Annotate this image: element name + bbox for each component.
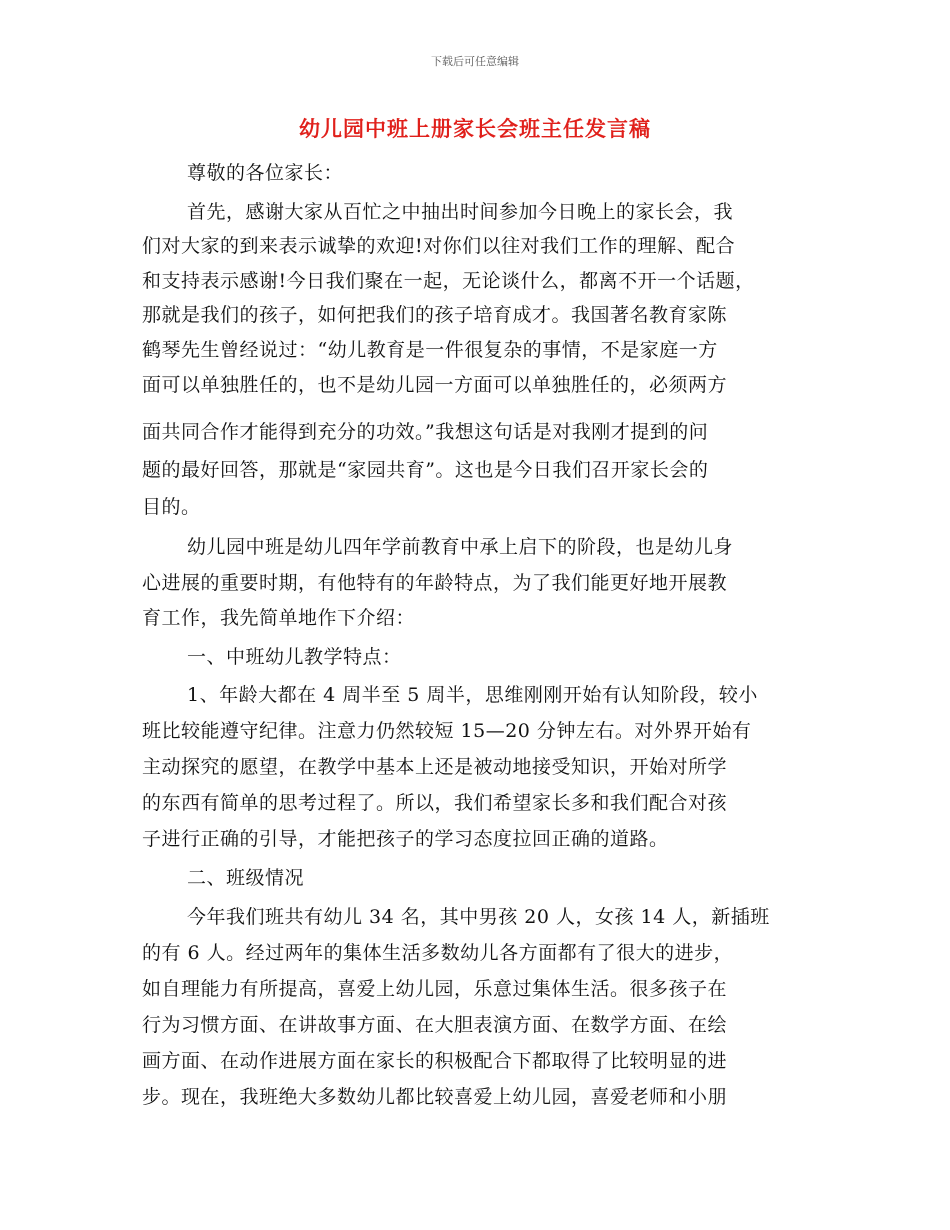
- paragraph-line: 画方面、在动作进展方面在家长的积极配合下都取得了比较明显的进: [142, 1050, 728, 1072]
- document-title: 幼儿园中班上册家长会班主任发言稿: [299, 116, 651, 141]
- paragraph-line: 1、年龄大都在 4 周半至 5 周半，思维刚刚开始有认知阶段，较小: [187, 684, 758, 706]
- paragraph-line: 们对大家的到来表示诚挚的欢迎!对你们以往对我们工作的理解、配合: [142, 235, 736, 257]
- paragraph-line: 鹤琴先生曾经说过：“幼儿教育是一件很复杂的事情，不是家庭一方: [142, 339, 718, 361]
- paragraph-line: 如自理能力有所提高，喜爱上幼儿园，乐意过集体生活。很多孩子在: [142, 978, 728, 1000]
- paragraph-line: 面可以单独胜任的，也不是幼儿园一方面可以单独胜任的，必须两方: [142, 374, 728, 396]
- paragraph-line: 班比较能遵守纪律。注意力仍然较短 15—20 分钟左右。对外界开始有: [142, 720, 752, 742]
- paragraph-line: 今年我们班共有幼儿 34 名，其中男孩 20 人，女孩 14 人，新插班: [187, 906, 770, 928]
- paragraph-line: 步。现在，我班绝大多数幼儿都比较喜爱上幼儿园，喜爱老师和小朋: [142, 1086, 728, 1108]
- paragraph-line: 的有 6 人。经过两年的集体生活多数幼儿各方面都有了很大的进步，: [142, 942, 734, 964]
- section-heading: 二、班级情况: [187, 867, 305, 889]
- paragraph-line: 幼儿园中班是幼儿四年学前教育中承上启下的阶段，也是幼儿身: [187, 536, 734, 558]
- paragraph-line: 行为习惯方面、在讲故事方面、在大胆表演方面、在数学方面、在绘: [142, 1014, 728, 1036]
- paragraph-line: 心进展的重要时期，有他特有的年龄特点，为了我们能更好地开展教: [142, 572, 728, 594]
- paragraph-line: 的东西有简单的思考过程了。所以，我们希望家长多和我们配合对孩: [142, 792, 728, 814]
- paragraph-line: 题的最好回答，那就是“家园共育”。这也是今日我们召开家长会的: [142, 459, 709, 481]
- section-heading: 一、中班幼儿教学特点：: [187, 646, 402, 668]
- paragraph-line: 主动探究的愿望，在教学中基本上还是被动地接受知识，开始对所学: [142, 756, 728, 778]
- greeting-line: 尊敬的各位家长：: [187, 162, 344, 184]
- paragraph-line: 那就是我们的孩子，如何把我们的孩子培育成才。我国著名教育家陈: [142, 304, 728, 326]
- paragraph-line: 子进行正确的引导，才能把孩子的学习态度拉回正确的道路。: [142, 828, 669, 850]
- paragraph-line: 目的。: [142, 496, 201, 518]
- paragraph-line: 和支持表示感谢!今日我们聚在一起，无论谈什么，都离不开一个话题，: [142, 270, 755, 292]
- header-watermark: 下载后可任意编辑: [431, 55, 519, 68]
- paragraph-line: 面共同合作才能得到充分的功效。”我想这句话是对我刚才提到的问: [142, 421, 709, 443]
- paragraph-line: 首先，感谢大家从百忙之中抽出时间参加今日晚上的家长会，我: [187, 201, 734, 223]
- paragraph-line: 育工作，我先简单地作下介绍：: [142, 607, 416, 629]
